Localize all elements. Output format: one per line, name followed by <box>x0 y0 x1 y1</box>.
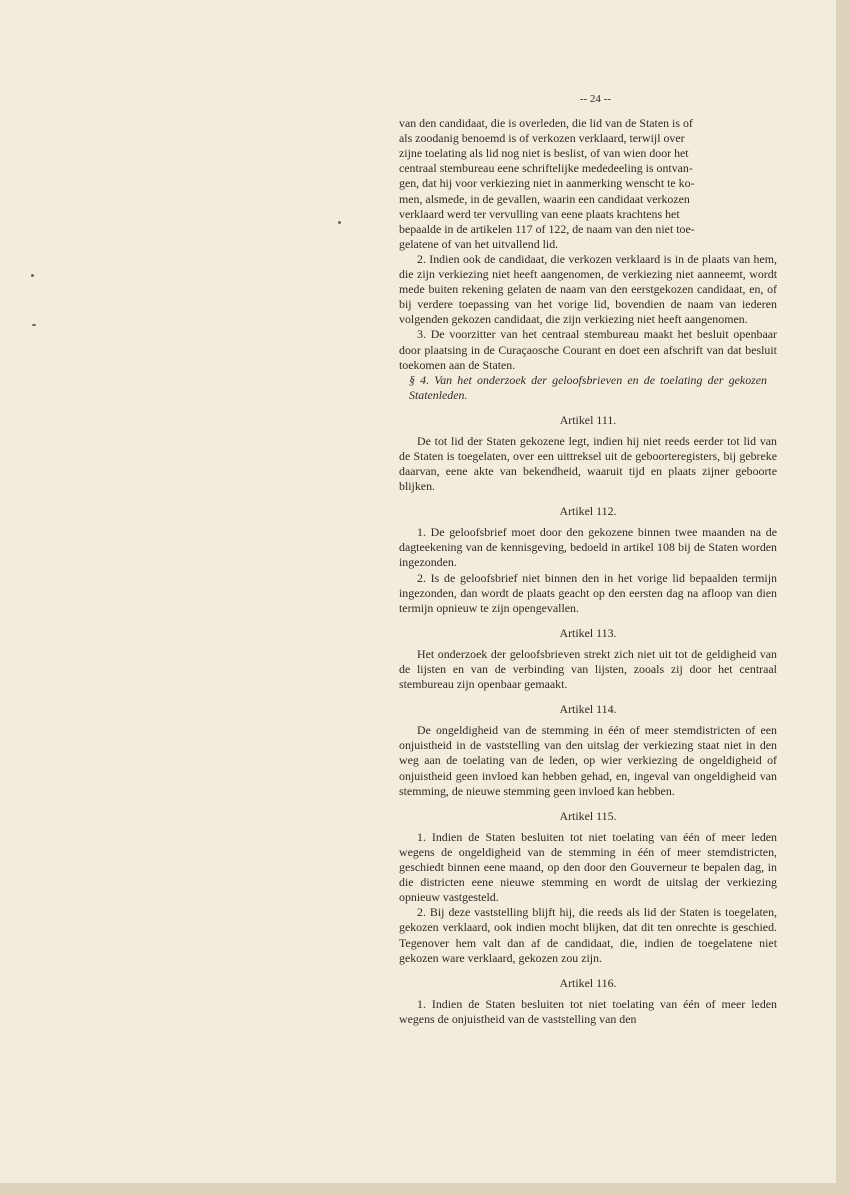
intro-paragraph <box>399 116 777 252</box>
intro-line: van den candidaat, die is overleden, die lid van de Staten is of <box>399 116 693 131</box>
article-paragraph: 1. Indien de Staten besluiten tot niet toelating van één of meer leden wegens de ongeldigheid van de stemming in één of meer stemdistricten, geschiedt binnen eene maand, op den door den Gouverneur te bepalen dag, in die districten eene nieuwe stemming en wordt de uitslag der verkiezing opnieuw vastgesteld. <box>399 829 777 905</box>
article-paragraph: 2. Is de geloofsbrief niet binnen den in het vorige lid bepaalden termijn ingezonden, dan wordt de plaats geacht op den eersten dag na afloop van dien termijn opnieuw te zijn opengevallen. <box>399 570 777 615</box>
article-paragraph: 1. De geloofsbrief moet door den gekozene binnen twee maanden na de dagteekening van de kennisgeving, bedoeld in artikel 108 bij de Staten worden ingezonden. <box>399 525 777 570</box>
article-paragraph: 2. Bij deze vaststelling blijft hij, die reeds als lid der Staten is toegelaten, gekozen verklaard, ook indien mocht blijken, dat dit ten onrechte is geschied. Tegenover hem valt dan af de candidaat, die, indien de toegelatene niet gekozen ware verklaard, gekozen zou zijn. <box>399 905 777 965</box>
intro-line: men, alsmede, in de gevallen, waarin een candidaat verkozen <box>399 191 690 206</box>
intro-line: verklaard werd ter vervulling van eene plaats krachtens het <box>399 206 680 221</box>
article-title: Artikel 112. <box>559 504 617 519</box>
article-paragraph: Het onderzoek der geloofsbrieven strekt zich niet uit tot de geldigheid van de lijsten en van de verbinding van lijsten, zooals zij door het centraal stembureau zijn openbaar gemaakt. <box>399 646 777 692</box>
article-title: Artikel 114. <box>559 702 617 717</box>
section-heading: § 4. Van het onderzoek der geloofsbrieven en de toelating der gekozen Statenleden. <box>409 372 767 402</box>
intro-line: zijne toelating als lid nog niet is beslist, of van wien door het <box>399 146 689 161</box>
article-title: Artikel 115. <box>559 808 617 823</box>
article-title: Artikel 111. <box>559 412 617 427</box>
intro-line: als zoodanig benoemd is of verkozen verklaard, terwijl over <box>399 131 685 146</box>
intro-line: centraal stembureau eene schriftelijke mededeeling is ontvan- <box>399 161 693 176</box>
article-title: Artikel 116. <box>559 975 617 990</box>
text-column <box>399 92 777 1027</box>
paper-speck <box>31 274 34 277</box>
page-edge-bottom <box>0 1183 850 1195</box>
paragraph-2: 2. Indien ook de candidaat, die verkozen verklaard is in de plaats van hem, die zijn verkiezing niet heeft aangenomen, de verkiezing niet aanneemt, wordt mede buiten rekening gelaten de naam van den eerstgekozen candidaat, en, of bij verdere toepassing van het vorige lid, bovendien de naam van iederen volgenden gekozen candidaat, die zijn verkiezing niet heeft aangenomen. <box>399 251 777 327</box>
page-number: -- 24 -- <box>579 93 611 105</box>
intro-line: bepaalde in de artikelen 117 of 122, de naam van den niet toe- <box>399 221 695 236</box>
paper-speck <box>338 221 341 224</box>
paper-speck <box>32 324 36 326</box>
article-title: Artikel 113. <box>559 625 617 640</box>
intro-line: gen, dat hij voor verkiezing niet in aanmerking wenscht te ko- <box>399 176 695 191</box>
paragraph-3: 3. De voorzitter van het centraal stembureau maakt het besluit openbaar door plaatsing in de Curaçaosche Courant en doet een afschrift van dat besluit toekomen aan de Staten. <box>399 327 777 372</box>
intro-line: gelatene of van het uitvallend lid. <box>399 236 559 251</box>
article-paragraph: De tot lid der Staten gekozene legt, indien hij niet reeds eerder tot lid van de Staten is toegelaten, over een uittreksel uit de geboorteregisters, bij gebreke daarvan, eene akte van bekendheid, waaruit tijd en plaats zijner geboorte blijken. <box>399 433 777 494</box>
page-edge-right <box>836 0 850 1195</box>
article-paragraph: 1. Indien de Staten besluiten tot niet toelating van één of meer leden wegens de onjuistheid van de vaststelling van den <box>399 996 777 1026</box>
article-paragraph: De ongeldigheid van de stemming in één of meer stemdistricten of een onjuistheid in de vaststelling van den uitslag der verkiezing staat niet in den weg aan de toelating van de leden, op wier verkiezing de ongeldigheid of onjuistheid geen invloed kan hebben gehad, en, ingeval van ongeldigheid van stemming, de nieuwe stemming geen invloed kan hebben. <box>399 723 777 798</box>
